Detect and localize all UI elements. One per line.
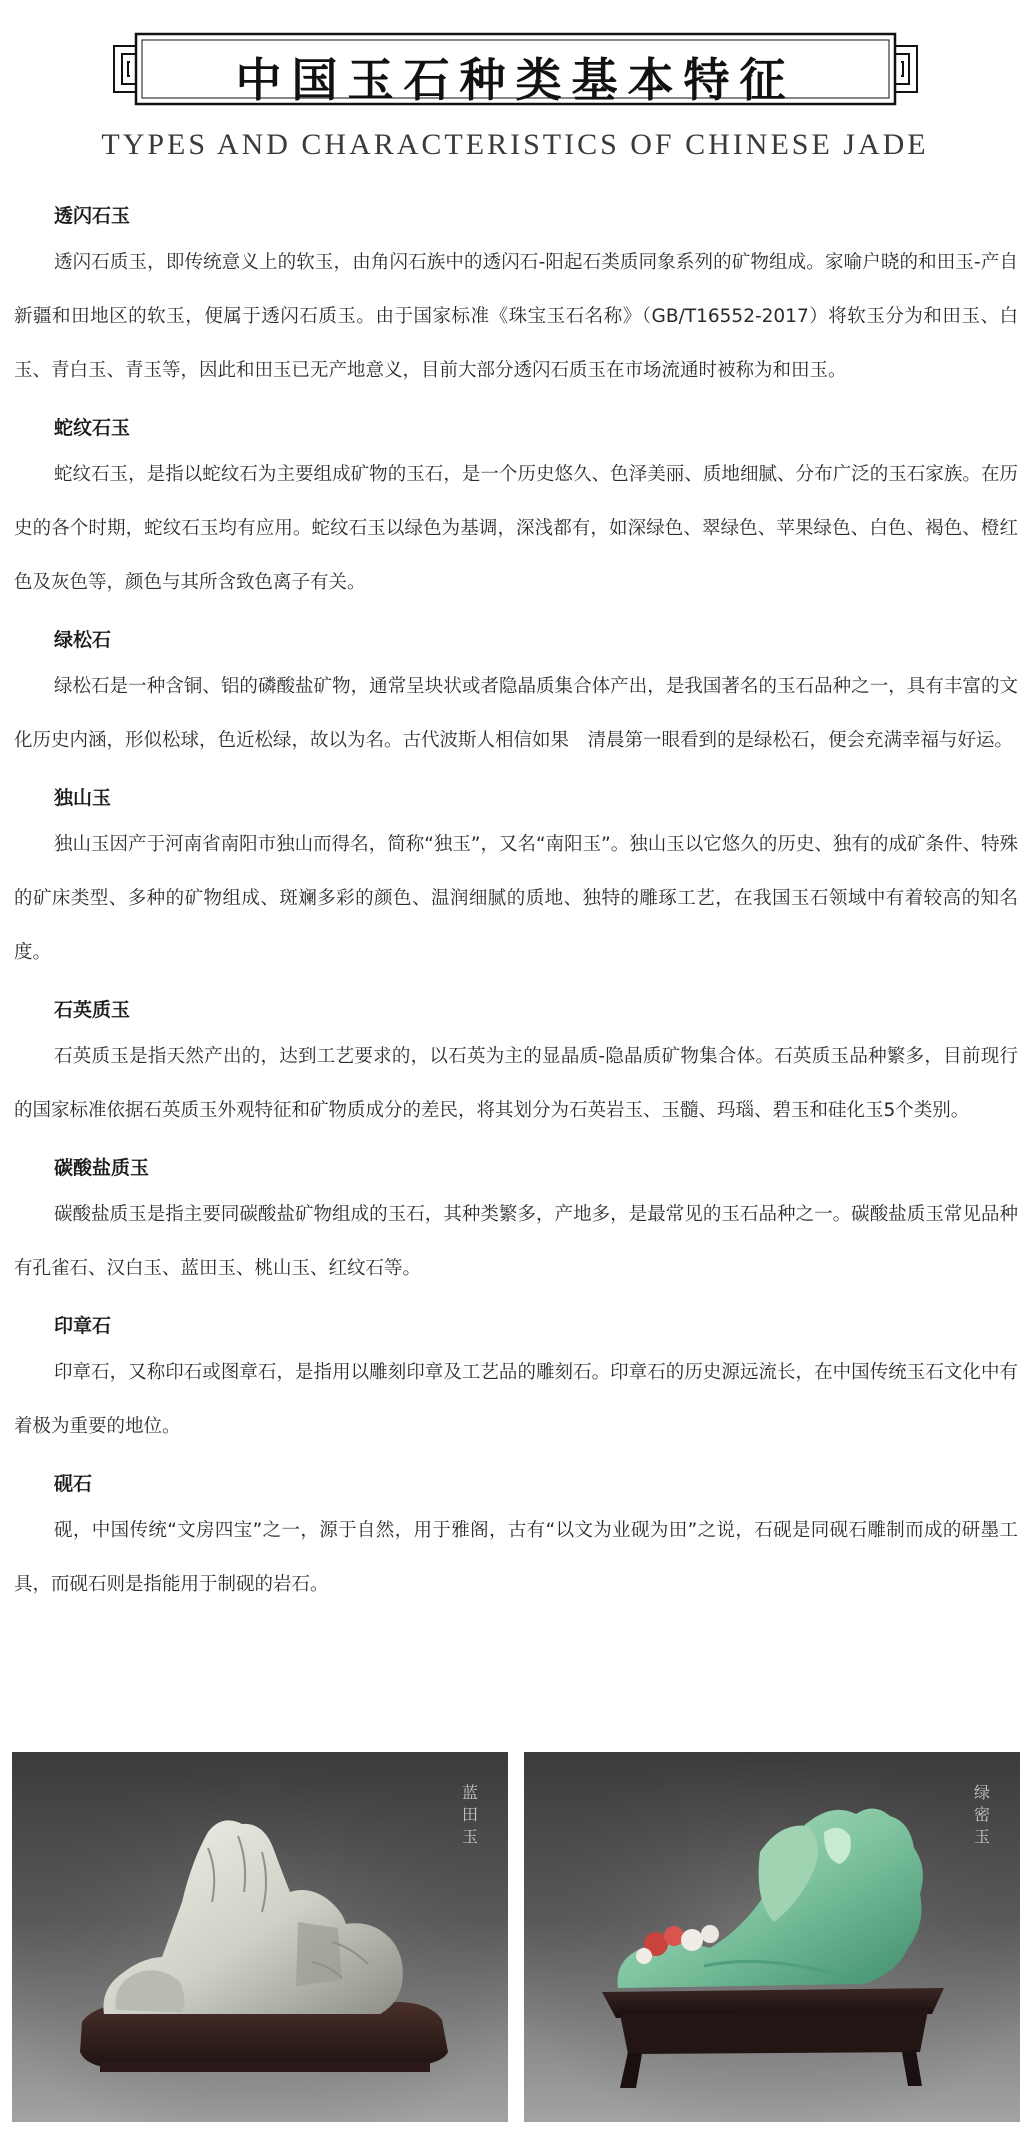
section-heading: 蛇纹石玉 — [54, 417, 131, 439]
section-paragraph: 绿松石是一种含铜、铝的磷酸盐矿物，通常呈块状或者隐晶质集合体产出，是我国著名的玉石品种之一，具有丰富的文化历史内涵，形似松球，色近松绿，故以为名。古代波斯人相信如果 清晨第一眼看到的是绿松石，便会充满幸福与好运。 — [14, 676, 1018, 751]
article-body — [14, 196, 1018, 1612]
section-paragraph: 透闪石质玉，即传统意义上的软玉，由角闪石族中的透闪石-阳起石类质同象系列的矿物组成。家喻户晓的和田玉-产自新疆和田地区的软玉，便属于透闪石质玉。由于国家标准《珠宝玉石名称》（GB/T16552-2017）将软玉分为和田玉、白玉、青白玉、青玉等，因此和田玉已无产地意义，目前大部分透闪石质玉在市场流通时被称为和田玉。 — [14, 252, 1018, 381]
photo-lvmi-jade — [524, 1752, 1020, 2122]
section-inkstone — [14, 1464, 1018, 1612]
section-heading: 砚石 — [54, 1473, 93, 1495]
section-dushan-jade — [14, 778, 1018, 980]
section-quartz-jade — [14, 990, 1018, 1138]
photo-lantian-jade — [12, 1752, 508, 2122]
section-heading: 碳酸盐质玉 — [54, 1157, 150, 1179]
section-tremolite-jade — [14, 196, 1018, 398]
section-paragraph: 碳酸盐质玉是指主要同碳酸盐矿物组成的玉石，其种类繁多，产地多，是最常见的玉石品种之一。碳酸盐质玉常见品种有孔雀石、汉白玉、蓝田玉、桃山玉、红纹石等。 — [14, 1204, 1018, 1279]
section-turquoise — [14, 620, 1018, 768]
section-paragraph: 蛇纹石玉，是指以蛇纹石为主要组成矿物的玉石，是一个历史悠久、色泽美丽、质地细腻、分布广泛的玉石家族。在历史的各个时期，蛇纹石玉均有应用。蛇纹石玉以绿色为基调，深浅都有，如深绿色、翠绿色、苹果绿色、白色、褐色、橙红色及灰色等，颜色与其所含致色离子有关。 — [14, 464, 1018, 593]
section-paragraph: 砚，中国传统“文房四宝”之一，源于自然，用于雅阁，古有“以文为业砚为田”之说，石砚是同砚石雕制而成的研墨工具，而砚石则是指能用于制砚的岩石。 — [14, 1520, 1018, 1595]
section-heading: 透闪石玉 — [54, 205, 131, 227]
section-heading: 印章石 — [54, 1315, 112, 1337]
green-jade-figure-carving-image — [524, 1752, 1020, 2122]
section-paragraph: 石英质玉是指天然产出的，达到工艺要求的，以石英为主的显晶质-隐晶质矿物集合体。石英质玉品种繁多，目前现行的国家标准依据石英质玉外观特征和矿物质成分的差民，将其划分为石英岩玉、玉髓、玛瑙、碧玉和硅化玉5个类别。 — [14, 1046, 1018, 1121]
section-paragraph: 印章石，又称印石或图章石，是指用以雕刻印章及工艺品的雕刻石。印章石的历史源远流长，在中国传统玉石文化中有着极为重要的地位。 — [14, 1362, 1018, 1437]
section-heading: 绿松石 — [54, 629, 112, 651]
section-carbonate-jade — [14, 1148, 1018, 1296]
title-banner — [108, 32, 923, 106]
page-title: 中国玉石种类基本特征 — [235, 53, 796, 107]
section-heading: 石英质玉 — [54, 999, 131, 1021]
photo-caption: 绿密玉 — [973, 1783, 990, 1846]
section-paragraph: 独山玉因产于河南省南阳市独山而得名，简称“独玉”，又名“南阳玉”。独山玉以它悠久的历史、独有的成矿条件、特殊的矿床类型、多种的矿物组成、斑斓多彩的颜色、温润细腻的质地、独特的雕琢工艺，在我国玉石领域中有着较高的知名度。 — [14, 834, 1018, 963]
section-heading: 独山玉 — [54, 787, 112, 809]
section-serpentine-jade — [14, 408, 1018, 610]
photo-caption: 蓝田玉 — [461, 1783, 478, 1846]
section-seal-stone — [14, 1306, 1018, 1454]
jade-landscape-carving-image — [12, 1752, 508, 2122]
page-subtitle: TYPES AND CHARACTERISTICS OF CHINESE JADE — [101, 128, 929, 161]
